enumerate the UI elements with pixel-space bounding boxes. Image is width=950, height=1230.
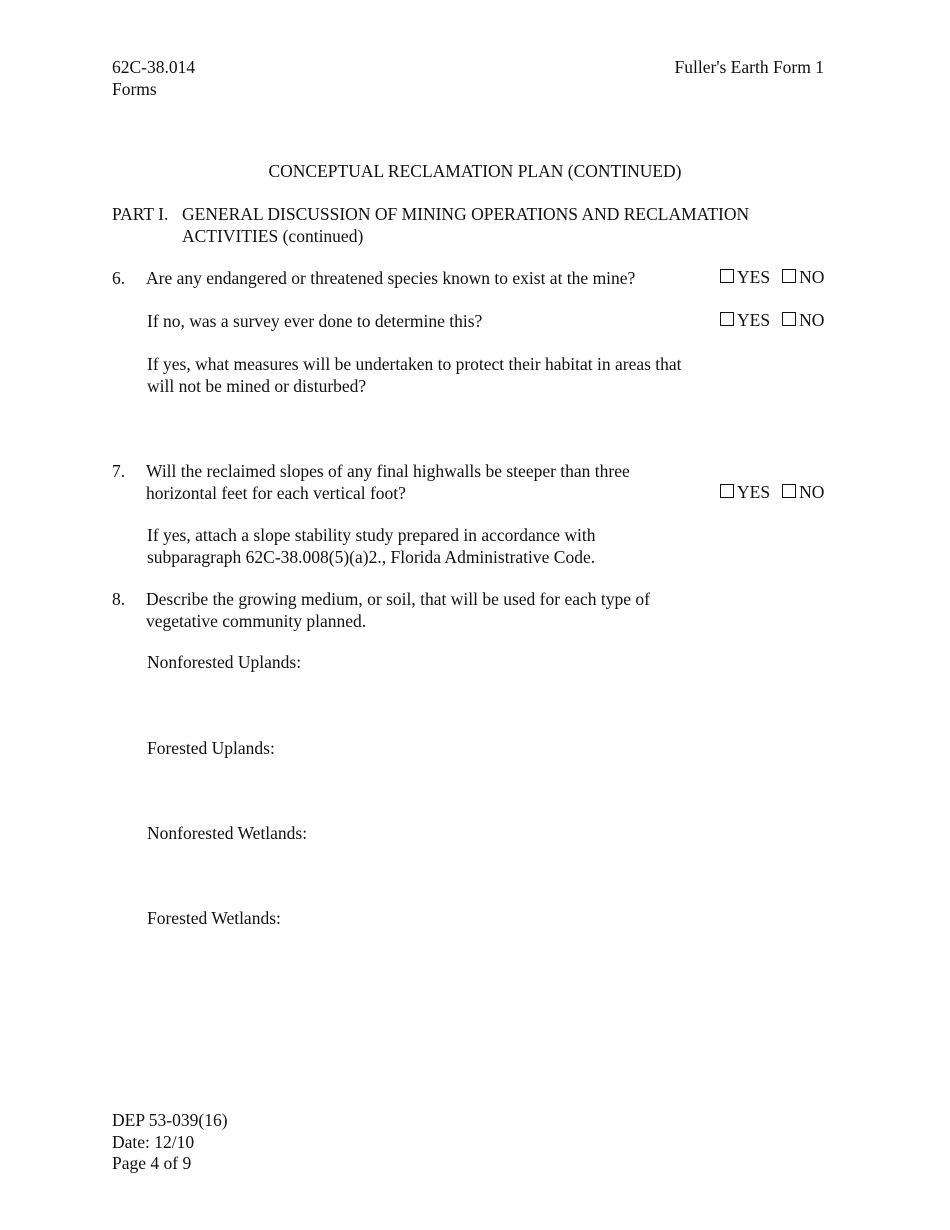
q7-yes-no: [720, 481, 824, 503]
q6-no-checkbox[interactable]: [782, 269, 796, 283]
footer-form-id: DEP 53-039(16): [112, 1110, 228, 1130]
q6-survey-yes-no: [720, 309, 824, 331]
q6-text: Are any endangered or threatened species known to exist at the mine?: [146, 268, 636, 288]
q6-sub-yes-line1: If yes, what measures will be undertaken to protect their habitat in areas that: [147, 354, 682, 374]
q7-number: 7.: [112, 461, 126, 481]
q7-line2: horizontal feet for each vertical foot?: [146, 483, 406, 503]
q6-sub-yes-line2: will not be mined or disturbed?: [147, 376, 367, 396]
q7-note-line2: subparagraph 62C-38.008(5)(a)2., Florida Administrative Code.: [147, 547, 596, 567]
q6-yes-option[interactable]: [720, 266, 770, 288]
q7-line1: Will the reclaimed slopes of any final highwalls be steeper than three: [146, 461, 630, 481]
community-label-nonforested-wetlands: Nonforested Wetlands:: [147, 823, 308, 843]
q6-yes-no: [720, 266, 824, 288]
form-name: Fuller's Earth Form 1: [674, 57, 824, 77]
q7-no-label: NO: [799, 482, 825, 502]
q6-survey-no-label: NO: [799, 310, 825, 330]
footer-date: Date: 12/10: [112, 1132, 195, 1152]
footer-page-number: Page 4 of 9: [112, 1153, 192, 1173]
community-label-forested-wetlands: Forested Wetlands:: [147, 908, 281, 928]
part-label: PART I.: [112, 204, 169, 224]
q8-number: 8.: [112, 589, 126, 609]
q6-no-label: NO: [799, 267, 825, 287]
community-label-forested-uplands: Forested Uplands:: [147, 738, 275, 758]
q8-line1: Describe the growing medium, or soil, that will be used for each type of: [146, 589, 650, 609]
q7-yes-option[interactable]: [720, 481, 770, 503]
q6-number: 6.: [112, 268, 126, 288]
rule-number: 62C-38.014: [112, 57, 196, 77]
q6-yes-checkbox[interactable]: [720, 269, 734, 283]
part-title-line1: GENERAL DISCUSSION OF MINING OPERATIONS AND RECLAMATION: [182, 204, 750, 224]
q6-sub-no-text: If no, was a survey ever done to determine this?: [147, 311, 483, 331]
q7-note-line1: If yes, attach a slope stability study prepared in accordance with: [147, 525, 596, 545]
community-label-nonforested-uplands: Nonforested Uplands:: [147, 652, 302, 672]
q7-no-checkbox[interactable]: [782, 484, 796, 498]
q6-no-option[interactable]: [782, 266, 824, 288]
page-title: CONCEPTUAL RECLAMATION PLAN (CONTINUED): [268, 161, 682, 181]
rule-sub: Forms: [112, 79, 157, 99]
q6-survey-yes-label: YES: [737, 310, 771, 330]
q6-survey-yes-option[interactable]: [720, 309, 770, 331]
q6-survey-no-option[interactable]: [782, 309, 824, 331]
q6-survey-yes-checkbox[interactable]: [720, 312, 734, 326]
q6-yes-label: YES: [737, 267, 771, 287]
q8-line2: vegetative community planned.: [146, 611, 367, 631]
part-title-line2: ACTIVITIES (continued): [182, 226, 364, 246]
q6-survey-no-checkbox[interactable]: [782, 312, 796, 326]
q7-yes-label: YES: [737, 482, 771, 502]
q7-no-option[interactable]: [782, 481, 824, 503]
q7-yes-checkbox[interactable]: [720, 484, 734, 498]
